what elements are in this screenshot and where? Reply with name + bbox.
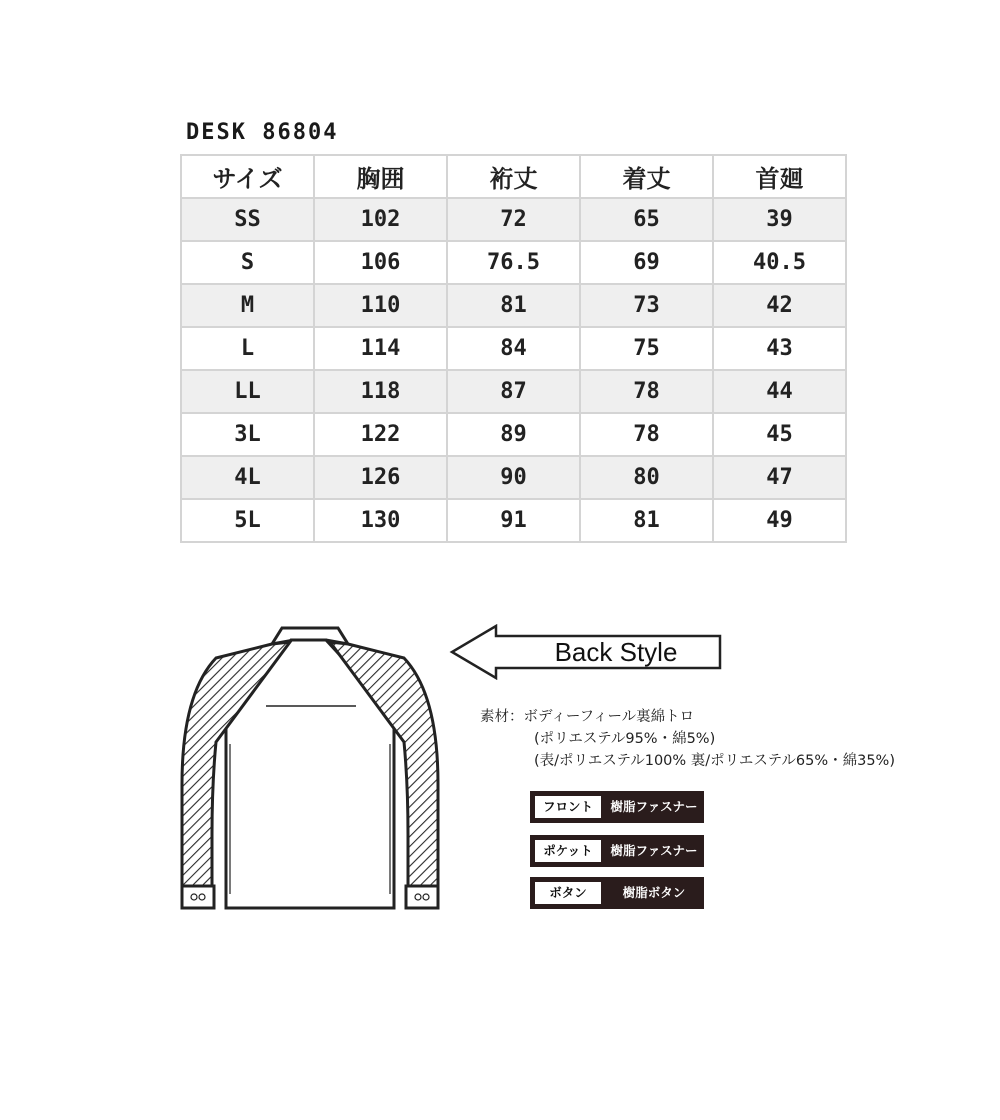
table-cell: 44	[713, 370, 846, 413]
table-cell: 42	[713, 284, 846, 327]
material-description	[480, 706, 895, 772]
spec-front	[530, 791, 704, 823]
header-neck: 首廻	[713, 155, 846, 198]
table-cell: 69	[580, 241, 713, 284]
size-table	[180, 154, 847, 543]
header-chest: 胸囲	[314, 155, 447, 198]
header-length: 着丈	[580, 155, 713, 198]
table-cell: 72	[447, 198, 580, 241]
spec-pocket	[530, 835, 704, 867]
table-row	[181, 241, 846, 284]
table-cell: 78	[580, 370, 713, 413]
table-cell: 81	[580, 499, 713, 542]
spec-value: 樹脂ファスナー	[610, 843, 698, 858]
material-line: 素材：ボディーフィール裏綿トロ	[480, 709, 695, 725]
table-cell: 114	[314, 327, 447, 370]
spec-value: 樹脂ボタン	[622, 885, 686, 900]
table-cell: 87	[447, 370, 580, 413]
header-size: サイズ	[181, 155, 314, 198]
table-cell: 43	[713, 327, 846, 370]
table-cell: 5L	[181, 499, 314, 542]
table-row	[181, 413, 846, 456]
table-cell: 73	[580, 284, 713, 327]
header-sleeve: 裄丈	[447, 155, 580, 198]
table-cell: 122	[314, 413, 447, 456]
table-cell: SS	[181, 198, 314, 241]
left-cuff	[182, 886, 214, 908]
table-cell: 80	[580, 456, 713, 499]
table-header-row	[181, 155, 846, 198]
table-cell: 47	[713, 456, 846, 499]
table-row	[181, 370, 846, 413]
table-cell: 81	[447, 284, 580, 327]
table-row	[181, 284, 846, 327]
table-cell: 130	[314, 499, 447, 542]
table-cell: 78	[580, 413, 713, 456]
table-cell: 118	[314, 370, 447, 413]
table-cell: 84	[447, 327, 580, 370]
table-cell: 45	[713, 413, 846, 456]
table-cell: 90	[447, 456, 580, 499]
table-cell: 49	[713, 499, 846, 542]
spec-tag: ポケット	[535, 840, 601, 862]
table-cell: 4L	[181, 456, 314, 499]
table-cell: 75	[580, 327, 713, 370]
material-line: (ポリエステル95%・綿5%)	[534, 731, 716, 747]
table-cell: M	[181, 284, 314, 327]
spec-tag: フロント	[535, 796, 601, 818]
table-cell: S	[181, 241, 314, 284]
spec-tag: ボタン	[535, 882, 601, 904]
jacket-back-illustration	[176, 624, 446, 914]
table-row	[181, 456, 846, 499]
table-cell: LL	[181, 370, 314, 413]
spec-button	[530, 877, 704, 909]
material-line: (表/ポリエステル100% 裏/ポリエステル65%・綿35%)	[534, 753, 895, 769]
spec-value: 樹脂ファスナー	[610, 799, 698, 814]
table-cell: 102	[314, 198, 447, 241]
table-cell: L	[181, 327, 314, 370]
table-cell: 110	[314, 284, 447, 327]
table-cell: 91	[447, 499, 580, 542]
table-row	[181, 327, 846, 370]
table-cell: 89	[447, 413, 580, 456]
table-cell: 65	[580, 198, 713, 241]
table-row	[181, 198, 846, 241]
table-cell: 3L	[181, 413, 314, 456]
model-number: DESK 86804	[186, 120, 339, 145]
table-cell: 40.5	[713, 241, 846, 284]
back-style-label: Back Style	[554, 637, 678, 667]
table-cell: 76.5	[447, 241, 580, 284]
table-cell: 39	[713, 198, 846, 241]
table-cell: 126	[314, 456, 447, 499]
right-cuff	[406, 886, 438, 908]
table-row	[181, 499, 846, 542]
table-cell: 106	[314, 241, 447, 284]
